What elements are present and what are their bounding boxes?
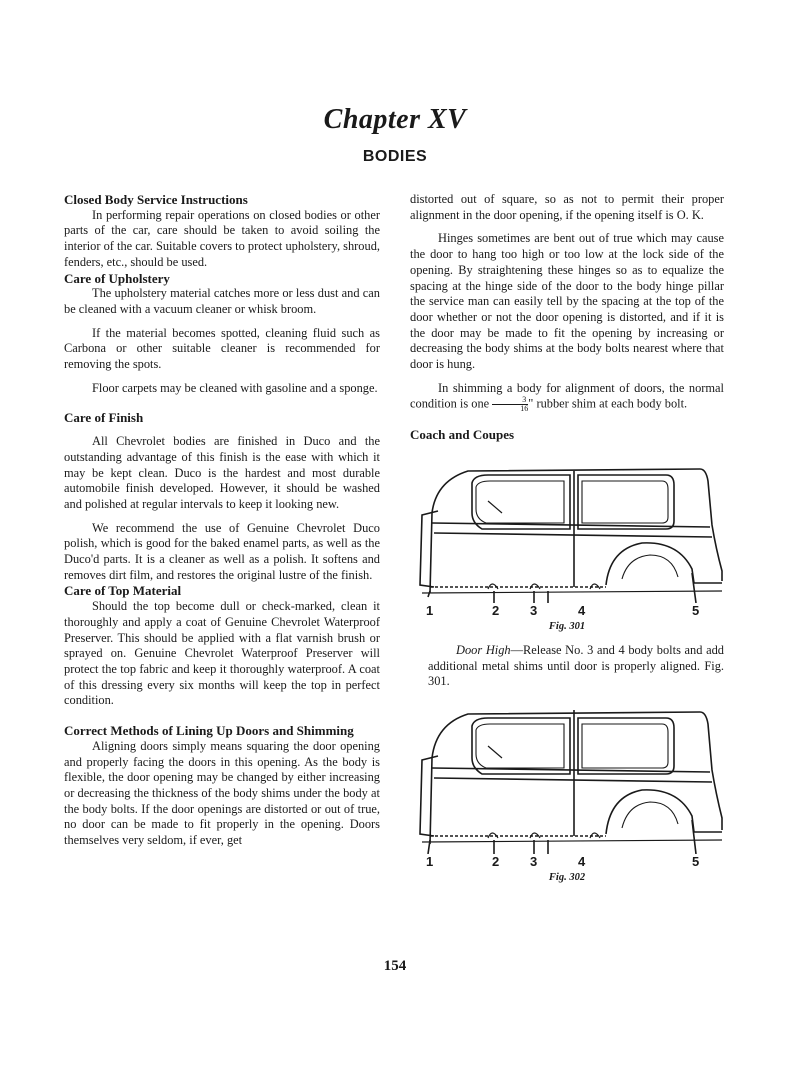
shimming-text-a: In shimming a body for alignment of doors, the normal condition is one [410, 380, 724, 411]
callout-2: 2 [492, 603, 500, 619]
paragraph-upholstery-3: Floor carpets may be cleaned with gasoline and a sponge. [92, 380, 378, 395]
callout-2: 2 [492, 853, 500, 869]
page-number: 154 [383, 958, 407, 974]
paragraph-finish-2: We recommend the use of Genuine Chevrolet Duco polish, which is good for the baked enamel parts, as well as the Duco'd parts. It is a cleaner as well as a polish. It softens and removes dirt film, and restores the original lustre of the finish. [64, 520, 380, 582]
paragraph-closed-body: In performing repair operations on closed bodies or other parts of the car, care should be taken to avoid soiling the interior of the car. Suitable covers to protect upholstery, shroud, fenders, etc., should be used. [64, 207, 380, 269]
callout-3: 3 [530, 603, 538, 619]
shim-fraction [492, 396, 528, 413]
figure-caption-301 [410, 643, 724, 690]
callouts-302 [410, 854, 724, 872]
shimming-text-b: rubber shim at each body bolt. [536, 396, 688, 411]
callout-4: 4 [578, 853, 586, 869]
paragraph-continued: distorted out of square, so as not to permit their proper alignment in the door opening, if the opening itself is O. K. [410, 192, 724, 222]
figure-label-301: Fig. 301 [548, 621, 586, 633]
callouts-301 [410, 603, 724, 621]
callout-1: 1 [426, 603, 434, 619]
figure-302 [410, 696, 724, 886]
heading-top-material: Care of Top Material [64, 583, 182, 599]
callout-3: 3 [530, 853, 538, 869]
heading-doors: Correct Methods of Lining Up Doors and Shimming [64, 723, 354, 739]
car-body-diagram-302 [410, 696, 724, 854]
callout-1: 1 [426, 853, 434, 869]
caption-rest: —Release No. 3 and 4 body bolts and add additional metal shims until door is properly aligned. Fig. 301. [428, 642, 724, 689]
car-body-diagram-301 [410, 453, 724, 603]
paragraph-doors: Aligning doors simply means squaring the door opening and properly facing the doors in this opening. As the body is flexible, the door opening may be changed by either increasing or decreasing the thickness of the body shims under the body at the body bolts. If the door openings are distorted or out of true, no door can be made to fit properly in the opening. Doors themselves very seldom, if ever, get [64, 738, 380, 848]
chapter-title: Chapter XV [323, 104, 467, 135]
figure-301 [410, 453, 724, 635]
callout-5: 5 [692, 603, 700, 619]
paragraph-top-material: Should the top become dull or check-marked, clean it thoroughly and apply a coat of Genuine Chevrolet Waterproof Preserver. This should be applied with a flat varnish brush or sprayed on. Genuine Chevrolet Waterproof Preserver will protect the top fabric and keep it thoroughly waterproof. A coat of this dressing every six months will keep the top in perfect condition. [64, 599, 380, 708]
callout-4: 4 [578, 603, 586, 619]
right-column [410, 192, 724, 886]
fraction-numerator: 3 [492, 396, 528, 405]
figure-label-302: Fig. 302 [548, 871, 586, 883]
heading-finish: Care of Finish [64, 410, 144, 426]
paragraph-upholstery-1: The upholstery material catches more or less dust and can be cleaned with a vacuum cleaner or whisk broom. [64, 286, 380, 316]
fraction-unit: " [528, 396, 534, 411]
paragraph-hinges: Hinges sometimes are bent out of true which may cause the door to hang too high or too low at the lock side of the opening. By straightening these hinges so as to equalize the spacing at the hinge side of the door to the body hinge pillar the service man can easily tell by the spacing at the top of the door whether or not the door opening is distorted, and if it is the door may be made to fit the opening by increasing or decreasing the body shims at the body bolts nearest where that door is hung. [410, 231, 724, 372]
section-title: BODIES [362, 148, 428, 165]
paragraph-upholstery-2: If the material becomes spotted, cleaning fluid such as Carbona or other suitable cleaner is recommended for removing the spots. [64, 325, 380, 372]
paragraph-finish-1: All Chevrolet bodies are finished in Duco and the outstanding advantage of this finish is the ease with which it may be kept clean. Duco is the hardest and most durable automobile finish developed. However, it should be washed and polished at regular intervals to keep it looking new. [64, 434, 380, 511]
heading-closed-body: Closed Body Service Instructions [64, 192, 248, 207]
callout-5: 5 [692, 853, 700, 869]
caption-lead: Door High [456, 642, 511, 657]
paragraph-shimming [410, 381, 724, 414]
heading-upholstery: Care of Upholstery [64, 270, 170, 286]
left-column [64, 192, 380, 849]
heading-coach-coupes: Coach and Coupes [410, 427, 515, 443]
fraction-denominator: 16 [520, 404, 529, 414]
